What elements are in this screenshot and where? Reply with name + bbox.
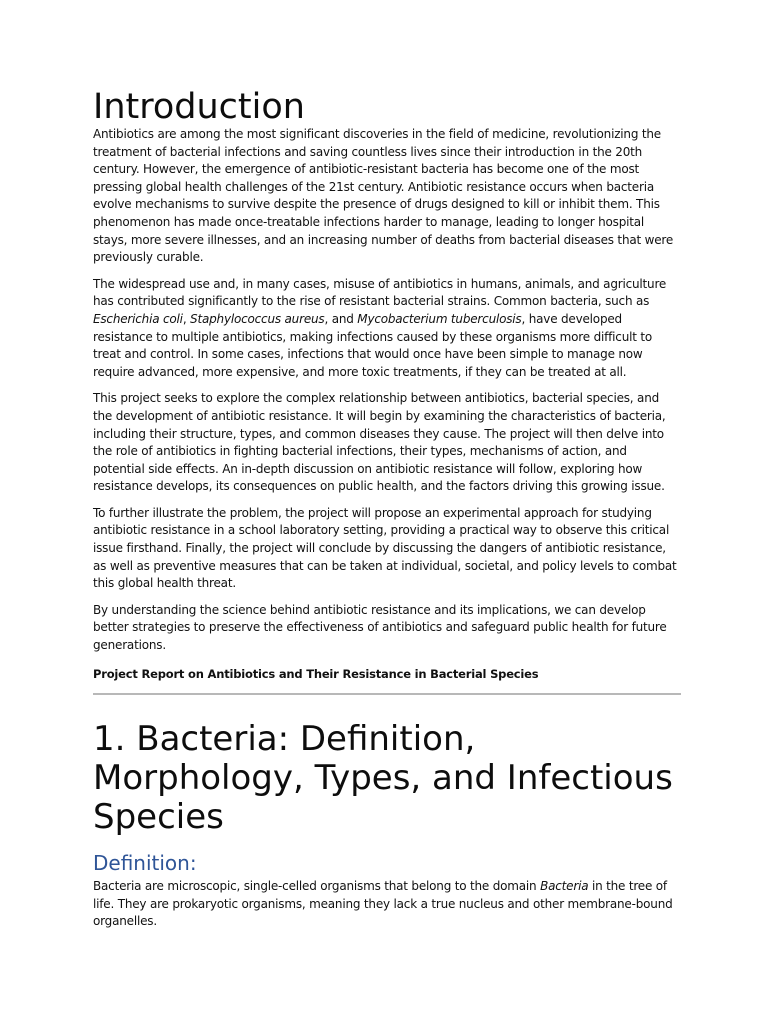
intro-paragraph-4: To further illustrate the problem, the project will propose an experimental approach for studying antibiotic resistance in a school laboratory setting, providing a practical way to observe this critical issue firsthand. Finally, the project will conclude by discussing the dangers of antibiotic resistance, as well as preventive measures that can be taken at individual, societal, and policy levels to combat this global health threat.	[93, 505, 677, 591]
intro-paragraph-1: Antibiotics are among the most significant discoveries in the field of medicine, revolutionizing the treatment of bacterial infections and saving countless lives since their introduction in the 20th century. However, the emergence of antibiotic-resistant bacteria has become one of the most pressing global health challenges of the 21st century. Antibiotic resistance occurs when bacteria evolve mechanisms to survive despite the presence of drugs designed to kill or inhibit them. This phenomenon has made once-treatable infections harder to manage, leading to longer hospital stays, more severe illnesses, and an increasing number of deaths from bacterial diseases that were previously curable.	[93, 127, 674, 265]
species-s-aureus: Staphylococcus aureus	[190, 311, 325, 326]
intro-paragraph-2-text-b: , have developed resistance to multiple antibiotics, making infections caused by these organisms more difficult to treat and control. In some cases, infections that would once have been simple to manage now require advanced, more expensive, and more toxic treatments, if they can be treated at all.	[93, 311, 653, 379]
species-e-coli: Escherichia coli	[93, 311, 183, 326]
definition-paragraph	[93, 878, 678, 931]
domain-term-bacteria: Bacteria	[540, 879, 589, 894]
species-m-tuberculosis: Mycobacterium tuberculosis	[357, 311, 522, 326]
intro-paragraph-2	[93, 276, 678, 382]
definition-subheading: Definition:	[93, 851, 197, 876]
horizontal-divider	[93, 693, 681, 695]
definition-text-b: in the tree of life. They are prokaryotic organisms, meaning they lack a true nucleus and other membrane-bound organelles.	[93, 879, 673, 929]
definition-text-a: Bacteria are microscopic, single-celled organisms that belong to the domain	[93, 879, 541, 894]
report-title: Project Report on Antibiotics and Their Resistance in Bacterial Species	[93, 666, 539, 681]
intro-paragraph-3: This project seeks to explore the complex relationship between antibiotics, bacterial species, and the development of antibiotic resistance. It will begin by examining the characteristics of bacteria, including their structure, types, and common diseases they cause. The project will then delve into the role of antibiotics in fighting bacterial infections, their types, mechanisms of action, and potential side effects. An in-depth discussion on antibiotic resistance will follow, exploring how resistance develops, its consequences on public health, and the factors driving this growing issue.	[93, 391, 666, 494]
document-page	[93, 86, 678, 940]
section-1-heading: 1. Bacteria: Definition, Morphology, Types, and Infectious Species	[93, 719, 673, 838]
separator: ,	[182, 311, 191, 326]
introduction-heading: Introduction	[93, 87, 305, 127]
intro-paragraph-2-text-a: The widespread use and, in many cases, misuse of antibiotics in humans, animals, and agriculture has contributed significantly to the rise of resistant bacterial strains. Common bacteria, such as	[93, 276, 667, 309]
intro-paragraph-5: By understanding the science behind antibiotic resistance and its implications, we can develop better strategies to preserve the effectiveness of antibiotics and safeguard public health for future generations.	[93, 602, 667, 653]
separator: , and	[324, 311, 358, 326]
